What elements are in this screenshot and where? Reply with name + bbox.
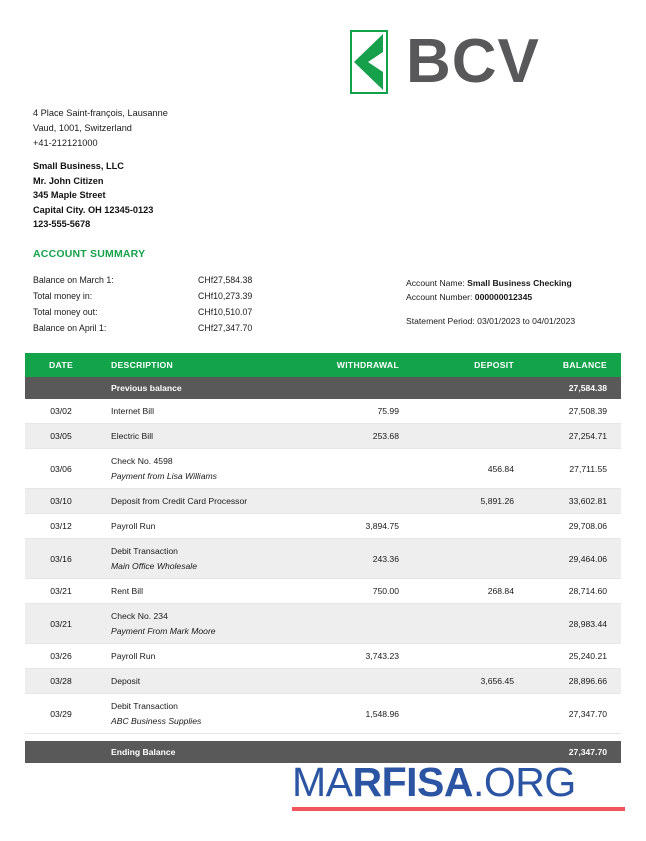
row-date: 03/10 [25, 489, 97, 514]
bank-phone: +41-212121000 [33, 138, 98, 148]
summary-label: Total money in: [33, 291, 93, 301]
account-summary-table [33, 272, 252, 336]
previous-balance-date [25, 377, 97, 399]
account-number-row [406, 290, 572, 304]
row-withdrawal: 750.00 [327, 579, 435, 604]
row-description-sub: Payment from Lisa Williams [111, 471, 217, 481]
table-header-row [25, 353, 621, 377]
row-date: 03/06 [25, 449, 97, 489]
watermark-text [292, 759, 627, 805]
previous-balance-withdrawal [327, 377, 435, 399]
row-date: 03/29 [25, 694, 97, 734]
row-balance: 28,983.44 [528, 604, 621, 644]
column-header-withdrawal[interactable]: WITHDRAWAL [327, 353, 435, 377]
row-deposit [435, 399, 528, 424]
row-description-sub: Main Office Wholesale [111, 561, 197, 571]
row-balance: 28,896.66 [528, 669, 621, 694]
table-row[interactable] [25, 539, 621, 579]
row-description-sub: ABC Business Supplies [111, 716, 202, 726]
row-withdrawal [327, 449, 435, 489]
bank-logo [350, 27, 540, 96]
previous-balance-amount: 27,584.38 [568, 383, 607, 393]
account-number-value: 000000012345 [474, 292, 533, 302]
account-number-label: Account Number: [406, 292, 473, 302]
row-description-main: Deposit from Credit Card Processor [111, 496, 248, 506]
row-description-main: Electric Bill [111, 431, 154, 441]
customer-street: 345 Maple Street [33, 190, 106, 201]
row-withdrawal: 75.99 [327, 399, 435, 424]
summary-label: Total money out: [33, 307, 98, 317]
row-description [97, 399, 327, 424]
summary-row [33, 272, 252, 288]
row-withdrawal: 243.36 [327, 539, 435, 579]
bank-address-line-2: Vaud, 1001, Switzerland [33, 123, 132, 133]
row-withdrawal [327, 604, 435, 644]
transactions-table-header [25, 353, 621, 377]
account-name-row [406, 276, 572, 290]
account-details-block [406, 276, 572, 304]
transactions-table-body [25, 377, 621, 763]
previous-balance-deposit [435, 377, 528, 399]
row-deposit [435, 514, 528, 539]
row-description-sub: Payment From Mark Moore [111, 626, 216, 636]
bcv-chevron-logo-icon [350, 30, 388, 94]
column-header-balance[interactable]: BALANCE [528, 353, 621, 377]
summary-value: CHf27,347.70 [198, 323, 253, 333]
account-summary-title: ACCOUNT SUMMARY [33, 248, 146, 260]
table-row[interactable] [25, 669, 621, 694]
row-date: 03/21 [25, 604, 97, 644]
row-description [97, 514, 327, 539]
row-balance: 29,708.06 [528, 514, 621, 539]
row-balance: 27,254.71 [528, 424, 621, 449]
row-description [97, 449, 327, 489]
row-date: 03/02 [25, 399, 97, 424]
previous-balance-row [25, 377, 621, 399]
column-header-deposit[interactable]: DEPOSIT [435, 353, 528, 377]
row-description [97, 424, 327, 449]
account-name-label: Account Name: [406, 278, 465, 288]
customer-phone: 123-555-5678 [33, 219, 91, 230]
row-date: 03/16 [25, 539, 97, 579]
row-deposit: 5,891.26 [435, 489, 528, 514]
row-description [97, 644, 327, 669]
bank-address-line-1: 4 Place Saint-françois, Lausanne [33, 108, 168, 118]
watermark-text-tail: .ORG [473, 759, 576, 805]
row-deposit: 268.84 [435, 579, 528, 604]
row-balance: 27,508.39 [528, 399, 621, 424]
site-watermark [292, 759, 627, 811]
row-withdrawal: 253.68 [327, 424, 435, 449]
row-balance: 28,714.60 [528, 579, 621, 604]
column-header-description[interactable]: DESCRIPTION [97, 353, 327, 377]
row-description-main: Deposit [111, 676, 141, 686]
table-row[interactable] [25, 449, 621, 489]
row-description [97, 604, 327, 644]
row-deposit [435, 539, 528, 579]
row-withdrawal [327, 669, 435, 694]
customer-city-state-zip: Capital City. OH 12345-0123 [33, 204, 154, 215]
row-description-main: Rent Bill [111, 586, 143, 596]
row-deposit [435, 644, 528, 669]
previous-balance-label: Previous balance [111, 383, 182, 393]
row-balance: 27,711.55 [528, 449, 621, 489]
row-description [97, 539, 327, 579]
row-description [97, 489, 327, 514]
table-row[interactable] [25, 579, 621, 604]
statement-period: Statement Period: 03/01/2023 to 04/01/2023 [406, 316, 576, 326]
customer-name: Mr. John Citizen [33, 175, 104, 186]
row-date: 03/21 [25, 579, 97, 604]
row-description-main: Debit Transaction [111, 546, 178, 556]
row-description-main: Payroll Run [111, 521, 156, 531]
row-description-main: Internet Bill [111, 406, 154, 416]
summary-label: Balance on March 1: [33, 275, 114, 285]
row-description-main: Check No. 4598 [111, 456, 173, 466]
row-date: 03/26 [25, 644, 97, 669]
summary-row [33, 304, 252, 320]
row-description [97, 694, 327, 734]
bank-wordmark: BCV [406, 27, 540, 96]
ending-balance-amount: 27,347.70 [568, 747, 607, 757]
row-deposit: 3,656.45 [435, 669, 528, 694]
row-balance: 25,240.21 [528, 644, 621, 669]
row-balance: 27,347.70 [528, 694, 621, 734]
ending-balance-label: Ending Balance [111, 747, 176, 757]
row-description [97, 579, 327, 604]
bank-address-block [33, 106, 168, 151]
row-description-main: Debit Transaction [111, 701, 178, 711]
row-withdrawal: 3,894.75 [327, 514, 435, 539]
row-description [97, 669, 327, 694]
summary-value: CHf10,273.39 [198, 291, 253, 301]
table-row[interactable] [25, 604, 621, 644]
account-name-value: Small Business Checking [467, 278, 572, 288]
summary-value: CHf27,584.38 [198, 275, 253, 285]
row-deposit [435, 694, 528, 734]
watermark-text-bold: RFISA [352, 759, 473, 805]
table-row[interactable] [25, 514, 621, 539]
table-row[interactable] [25, 694, 621, 734]
row-date: 03/05 [25, 424, 97, 449]
row-withdrawal [327, 489, 435, 514]
summary-row [33, 288, 252, 304]
row-deposit [435, 604, 528, 644]
row-balance: 33,602.81 [528, 489, 621, 514]
summary-row [33, 320, 252, 336]
row-description-main: Check No. 234 [111, 611, 168, 621]
table-spacer [25, 734, 621, 742]
summary-label: Balance on April 1: [33, 323, 107, 333]
row-date: 03/28 [25, 669, 97, 694]
row-description-main: Payroll Run [111, 651, 156, 661]
customer-address-block [33, 159, 153, 232]
ending-balance-date [25, 741, 97, 763]
row-withdrawal: 1,548.96 [327, 694, 435, 734]
table-row[interactable] [25, 424, 621, 449]
row-deposit [435, 424, 528, 449]
watermark-underline [292, 807, 625, 811]
table-row[interactable] [25, 644, 621, 669]
row-date: 03/12 [25, 514, 97, 539]
row-deposit: 456.84 [435, 449, 528, 489]
row-withdrawal: 3,743.23 [327, 644, 435, 669]
customer-company: Small Business, LLC [33, 161, 124, 171]
column-header-date[interactable]: DATE [25, 353, 97, 377]
row-balance: 29,464.06 [528, 539, 621, 579]
transactions-table [25, 353, 621, 763]
table-row[interactable] [25, 489, 621, 514]
table-row[interactable] [25, 399, 621, 424]
summary-value: CHf10,510.07 [198, 307, 253, 317]
watermark-text-light: MA [292, 759, 353, 805]
